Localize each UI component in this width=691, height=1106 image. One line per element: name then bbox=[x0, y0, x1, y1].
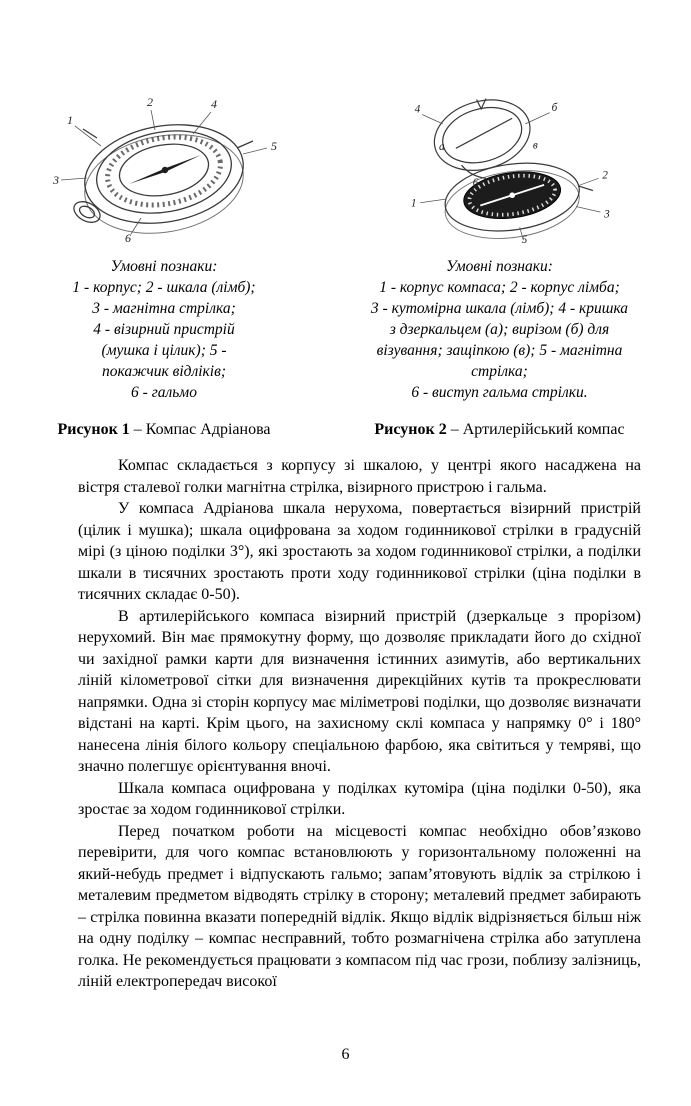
callout-letter-a: а bbox=[438, 141, 445, 154]
figure-2-caption-text: – Артилерійський компас bbox=[446, 421, 625, 438]
figure-1-caption bbox=[57, 421, 270, 439]
figure-column-1 bbox=[34, 92, 294, 439]
callout-letter-b: б bbox=[551, 101, 557, 114]
legend-line: 6 - виступ гальма стрілки. bbox=[411, 384, 588, 401]
figure-2-caption-label: Рисунок 2 bbox=[374, 421, 447, 438]
figure-2-caption bbox=[374, 421, 624, 439]
callout-3: 3 bbox=[53, 173, 59, 187]
artillery-compass-figure bbox=[375, 92, 625, 244]
figure-column-2 bbox=[342, 92, 657, 439]
figure-1-legend bbox=[72, 256, 255, 403]
legend-line: 1 - корпус; 2 - шкала (лімб); bbox=[72, 279, 256, 296]
legend-line: (мушка і цілик); 5 - bbox=[101, 342, 227, 359]
legend-title: Умовні познаки: bbox=[110, 258, 218, 275]
legend-title: Умовні познаки: bbox=[446, 258, 553, 275]
adrianov-compass-illustration bbox=[39, 92, 289, 244]
body-paragraph: В артилерійського компаса візирний пристрій (дзеркальце з прорізом) нерухомий. Він має прямокутну форму, що дозволяє прикладати його до східної чи західної рамки карти для визначення істинних азимутів, або вертикальних ліній кілометрової сітки для визначення дирекційних кутів та прокреслювати напрямки. Одна зі сторін корпусу має міліметрові поділки, що дозволяє визначати відстані на карті. Крім цього, на захисному склі компаса у напрямку 0° і 180° нанесена лінія білого кольору спеціальною фарбою, яка світиться у темряві, що значно полегшує орієнтування вночі. bbox=[78, 607, 641, 775]
callout-6: 6 bbox=[472, 176, 478, 189]
compass-needle bbox=[129, 155, 201, 184]
legend-line: 6 - гальмо bbox=[131, 384, 197, 401]
callout-5: 5 bbox=[521, 234, 527, 244]
artillery-compass-illustration bbox=[375, 92, 625, 244]
callout-5: 5 bbox=[271, 139, 277, 153]
legend-line: 1 - корпус компаса; 2 - корпус лімба; bbox=[379, 279, 620, 296]
callout-3: 3 bbox=[603, 208, 610, 221]
legend-line: покажчик відліків; bbox=[102, 363, 226, 380]
callout-letter-v: в bbox=[532, 139, 538, 152]
callout-1: 1 bbox=[67, 113, 73, 127]
callout-2: 2 bbox=[601, 169, 608, 182]
legend-line: з дзеркальцем (а); вирізом (б) для bbox=[389, 321, 610, 338]
figure-1-caption-label: Рисунок 1 bbox=[57, 421, 130, 438]
legend-line: стрілка; bbox=[471, 363, 528, 380]
callout-4: 4 bbox=[211, 97, 217, 111]
compass-dial bbox=[460, 166, 563, 224]
legend-line: 4 - візирний пристрій bbox=[93, 321, 235, 338]
callout-2: 2 bbox=[147, 95, 153, 109]
adrianov-compass-figure bbox=[39, 92, 289, 244]
legend-line: 3 - магнітна стрілка; bbox=[92, 300, 236, 317]
callout-4: 4 bbox=[414, 103, 420, 116]
body-paragraph: Перед початком роботи на місцевості компас необхідно обов’язково перевірити, для чого компас встановлюють у горизонтальному положенні на який-небудь предмет і відпускають гальмо; запам’ятовують відлік за стрілкою і металевим предметом відводять стрілку в сторону; металевий предмет забирають – стрілка повинна вказати попередній відлік. Якщо відлік відрізняється більш ніж на одну поділку – компас несправний, тобто розмагнічена стрілка або затуплена голка. Не рекомендується працювати з компасом під час грози, поблизу залізниць, ліній електропередач високої bbox=[78, 822, 641, 990]
body-paragraph: Шкала компаса оцифрована у поділках кутоміра (ціна поділки 0-50), яка зростає за ходом годинникової стрілки. bbox=[78, 779, 641, 818]
figures-row bbox=[0, 0, 691, 439]
figure-2-legend bbox=[371, 256, 628, 403]
body-paragraph: У компаса Адріанова шкала нерухома, повертається візирний пристрій (цілик і мушка); шкала оцифрована за ходом годинникової стрілки в градусній мірі (з ціною поділки 3°), які зростають за ходом годинникової стрілки, а поділки шкали в тисячних зростають проти ходу годинникової стрілки (ціна поділки в тисячних складає 0-50). bbox=[78, 500, 641, 603]
page-number: 6 bbox=[341, 1046, 350, 1063]
figure-1-caption-text: – Компас Адріанова bbox=[129, 421, 271, 438]
callout-6: 6 bbox=[125, 231, 131, 244]
legend-line: 3 - кутомірна шкала (лімб); 4 - кришка bbox=[370, 300, 629, 317]
callout-1: 1 bbox=[410, 197, 416, 210]
legend-line: візування; защіпкою (в); 5 - магнітна bbox=[376, 342, 623, 359]
body-paragraph: Компас складається з корпусу зі шкалою, у центрі якого насаджена на вістря сталевої голки магнітна стрілка, візирного пристрою і гальма. bbox=[78, 457, 641, 496]
body-text bbox=[0, 455, 691, 993]
